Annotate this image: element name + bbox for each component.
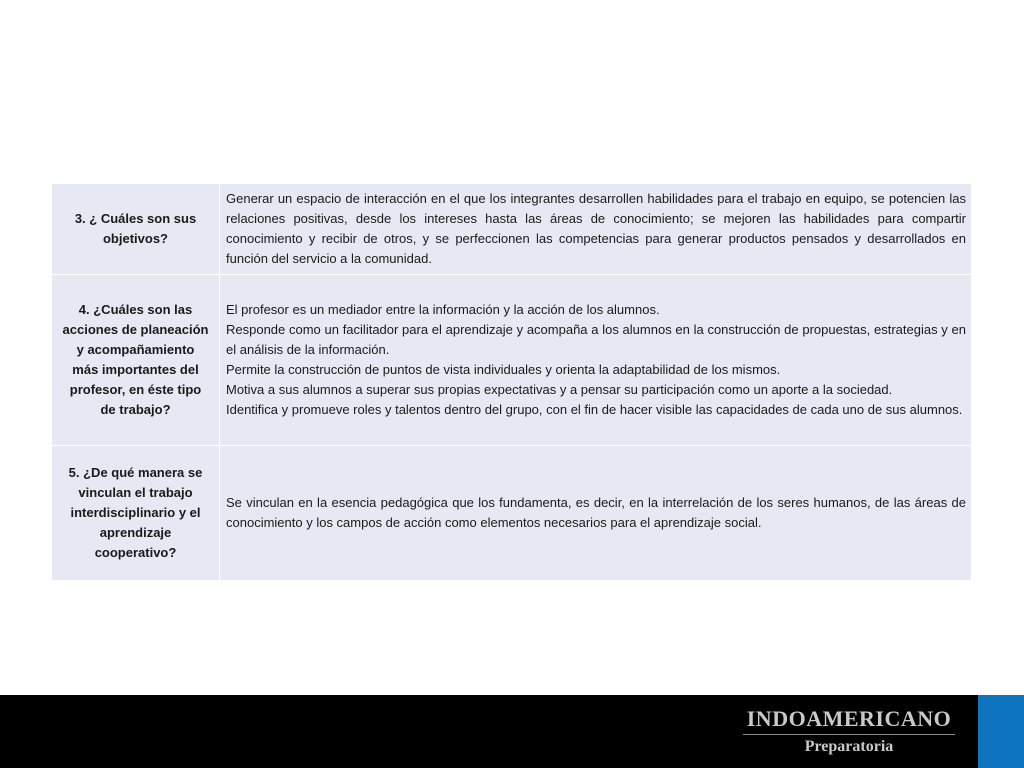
answer-cell [220, 275, 972, 446]
brand-name: INDOAMERICANO [746, 706, 952, 731]
question-cell: 5. ¿De qué manera se vinculan el trabajo interdisciplinario y el aprendizaje cooperativo? [52, 446, 220, 581]
answer-paragraph: Responde como un facilitador para el aprendizaje y acompaña a los alumnos en la construcción de propuestas, estrategias y en el análisis de la información. [226, 322, 966, 357]
answer-cell [220, 446, 972, 581]
table-row [52, 446, 972, 581]
question-cell: 4. ¿Cuáles son las acciones de planeación y acompañamiento más importantes del profesor, en éste tipo de trabajo? [52, 275, 220, 446]
answer-cell [220, 184, 972, 275]
question-cell: 3. ¿ Cuáles son sus objetivos? [52, 184, 220, 275]
answer-paragraph: Generar un espacio de interacción en el que los integrantes desarrollen habilidades para el trabajo en equipo, se potencien las relaciones positivas, desde los intereses hasta las áreas de conocimiento; se mejoren las habilidades para compartir conocimiento y recibir de otros, y se perfeccionen las competencias para generar productos pensados y desarrollados en función del servicio a la comunidad. [226, 191, 966, 266]
brand-subtitle: Preparatoria [804, 738, 894, 755]
answer-paragraph: El profesor es un mediador entre la información y la acción de los alumnos. [226, 302, 660, 317]
footer-bar [0, 695, 1024, 768]
brand-divider [743, 734, 955, 735]
answer-paragraph: Permite la construcción de puntos de vista individuales y orienta la adaptabilidad de los mismos. [226, 362, 781, 377]
footer-accent-block [978, 695, 1024, 768]
qa-table [51, 183, 972, 581]
brand-logo [743, 707, 955, 756]
answer-paragraph: Identifica y promueve roles y talentos dentro del grupo, con el fin de hacer visible las capacidades de cada uno de sus alumnos. [226, 402, 963, 417]
answer-paragraph: Se vinculan en la esencia pedagógica que los fundamenta, es decir, en la interrelación de los seres humanos, de las áreas de conocimiento y los campos de acción como elementos necesarios para el aprendizaje social. [226, 495, 966, 530]
table-row [52, 275, 972, 446]
answer-paragraph: Motiva a sus alumnos a superar sus propias expectativas y a pensar su participación como un aporte a la sociedad. [226, 382, 893, 397]
table-row [52, 184, 972, 275]
